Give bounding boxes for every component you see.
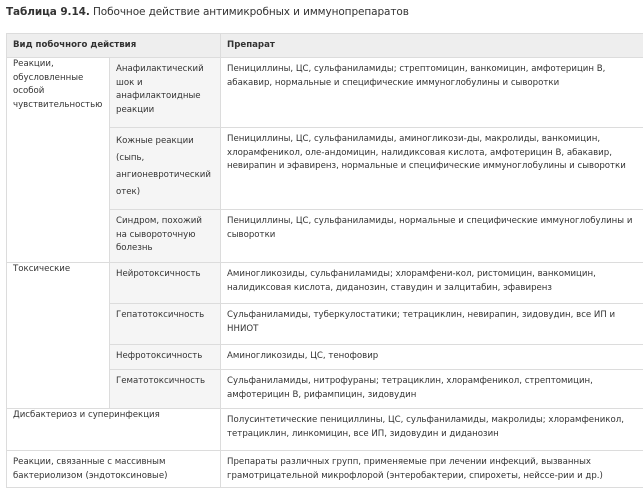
drug-text: Пенициллины, ЦС, сульфаниламиды, аминогликози-ды, макролиды, ванкомицин, хлорамфеникол, оле-андомицин, налидиксовая кислота, амфотерицин В, абакавир, невирапин и эфавиренз, нормальные и специфические иммуноглобулины и сыворотки: [227, 134, 626, 172]
group-cell-bacteriolysis: [7, 451, 221, 488]
subtype-label: Гематотоксичность: [116, 376, 206, 386]
header-type: Вид побочного действия: [7, 34, 221, 58]
table-row: [7, 409, 643, 451]
drug-text: Пенициллины, ЦС, сульфаниламиды; стрептомицин, ванкомицин, амфотерицин В, абакавир, нормальные и специфические иммуноглобулины и сыворотки: [227, 64, 606, 88]
drug-cell: [221, 58, 643, 128]
subtype-cell: [110, 58, 221, 128]
group-label: Токсические: [13, 264, 71, 274]
drug-cell: [221, 128, 643, 210]
table-row: [7, 58, 643, 128]
group-label: Реакции, обусловленные особой чувствительностью: [13, 59, 103, 110]
subtype-label: Анафилактический шок и анафилактоидные реакции: [116, 64, 204, 115]
drug-text: Аминогликозиды, ЦС, тенофовир: [227, 351, 379, 361]
table-header-row: [7, 34, 643, 58]
subtype-label: Синдром, похожий на сывороточную болезнь: [116, 216, 202, 254]
subtype-cell: [110, 345, 221, 370]
drug-cell: [221, 304, 643, 345]
table-title: Побочное действие антимикробных и иммунопрепаратов: [93, 6, 409, 18]
side-effects-table: [6, 33, 643, 488]
drug-cell: [221, 409, 643, 451]
drug-text: Препараты различных групп, применяемые при лечении инфекций, вызванных грамотрицательной микрофлорой (энтеробактерии, спирохеты, нейссе-рии и др.): [227, 457, 603, 481]
subtype-cell: [110, 370, 221, 409]
drug-text: Сульфаниламиды, нитрофураны; тетрациклин, хлорамфеникол, стрептомицин, амфотерицин В, рифампицин, зидовудин: [227, 376, 593, 400]
table-number: Таблица 9.14.: [6, 6, 90, 18]
group-cell-toxic: [7, 263, 110, 409]
group-label: Реакции, связанные с массивным бактериолизом (эндотоксиновые): [13, 457, 168, 481]
subtype-cell: [110, 263, 221, 304]
subtype-cell: [110, 128, 221, 210]
group-cell-dysbacteriosis: [7, 409, 221, 451]
drug-cell: [221, 345, 643, 370]
table-row: [7, 451, 643, 488]
subtype-cell: [110, 210, 221, 263]
drug-cell: [221, 263, 643, 304]
subtype-cell: [110, 304, 221, 345]
group-cell-hypersensitivity: [7, 58, 110, 263]
drug-text: Аминогликозиды, сульфаниламиды; хлорамфени-кол, ристомицин, ванкомицин, налидиксовая кислота, диданозин, ставудин и залцитабин, эфавиренз: [227, 269, 596, 293]
group-label: Дисбактериоз и суперинфекция: [13, 410, 160, 420]
drug-text: Полусинтетические пенициллины, ЦС, сульфаниламиды, макролиды; хлорамфеникол, тетрациклин, линкомицин, все ИП, зидовудин и диданозин: [227, 415, 624, 439]
drug-cell: [221, 210, 643, 263]
drug-cell: [221, 370, 643, 409]
table-row: [7, 263, 643, 304]
table-caption: [6, 6, 409, 18]
subtype-label: Кожные реакции (сыпь, ангионевротический отек): [116, 136, 211, 197]
subtype-label: Нефротоксичность: [116, 351, 203, 361]
subtype-label: Нейротоксичность: [116, 269, 201, 279]
subtype-label: Гепатотоксичность: [116, 310, 205, 320]
drug-text: Пенициллины, ЦС, сульфаниламиды, нормальные и специфические иммуноглобулины и сыворотки: [227, 216, 633, 240]
header-drug: Препарат: [221, 34, 643, 58]
drug-cell: [221, 451, 643, 488]
drug-text: Сульфаниламиды, туберкулостатики; тетрациклин, невирапин, зидовудин, все ИП и ННИОТ: [227, 310, 616, 334]
